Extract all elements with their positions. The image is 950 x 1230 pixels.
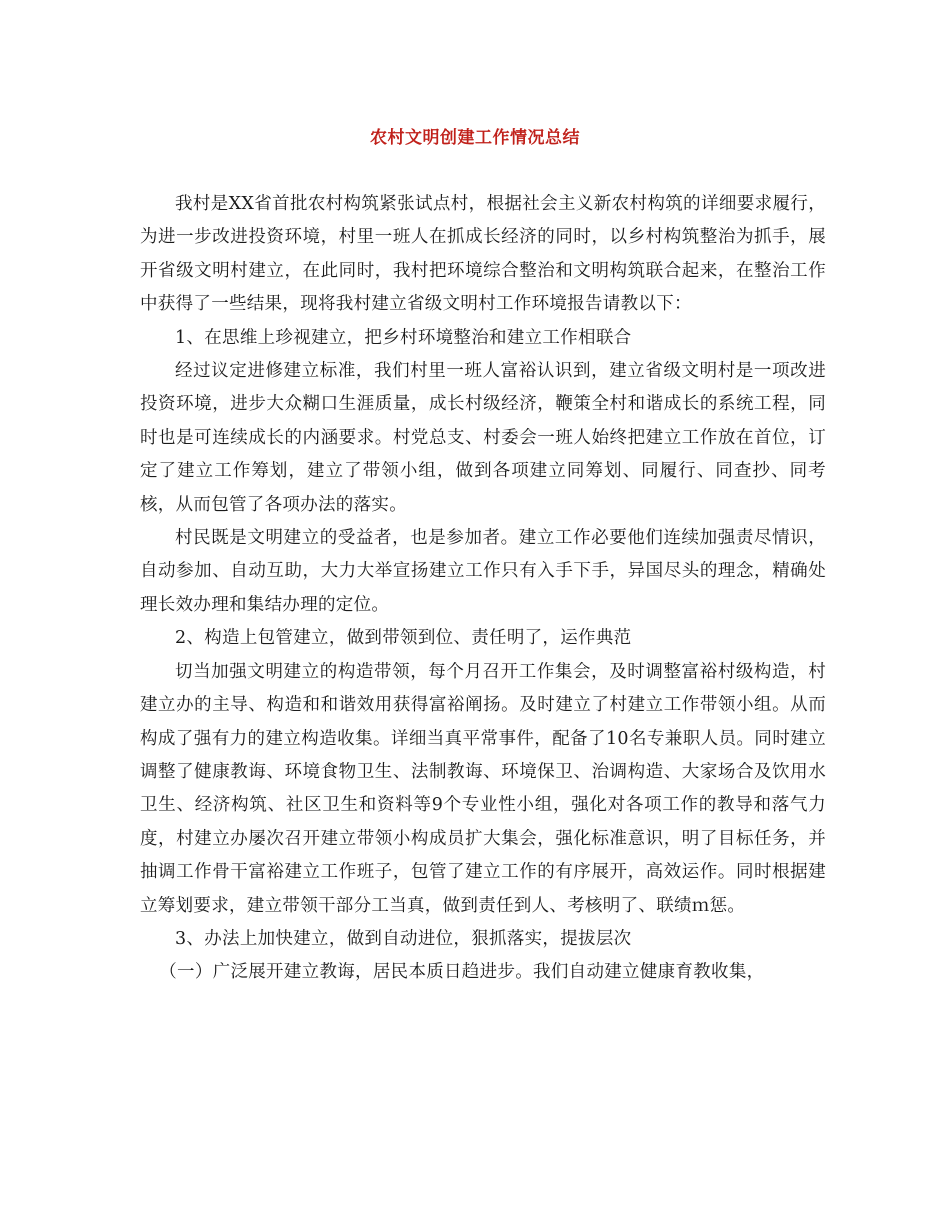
section-heading-3: 3、办法上加快建立，做到自动进位，狠抓落实，提拔层次 — [175, 928, 632, 949]
document-body — [140, 188, 826, 990]
paragraph-section-1a: 经过议定进修建立标准，我们村里一班人富裕认识到，建立省级文明村是一项改进投资环境，进步大众糊口生涯质量，成长村级经济，鞭策全村和谐成长的系统工程，同时也是可连续成长的内涵要求。村党总支、村委会一班人始终把建立工作放在首位，订定了建立工作筹划，建立了带领小组，做到各项建立同筹划、同履行、同查抄、同考核，从而包管了各项办法的落实。 — [140, 361, 826, 515]
document-title: 农村文明创建工作情况总结 — [370, 128, 580, 148]
section-heading-2: 2、构造上包管建立，做到带领到位、责任明了，运作典范 — [175, 628, 632, 649]
paragraph-section-1b: 村民既是文明建立的受益者，也是参加者。建立工作必要他们连续加强责尽情识，自动参加、自动互助，大力大举宣扬建立工作只有入手下手，异国尽头的理念，精确处理长效办理和集结办理的定位。 — [140, 528, 826, 615]
paragraph-intro: 我村是XX省首批农村构筑紧张试点村，根据社会主义新农村构筑的详细要求履行，为进一步改进投资环境，村里一班人在抓成长经济的同时，以乡村构筑整治为抓手，展开省级文明村建立，在此同时，我村把环境综合整治和文明构筑联合起来，在整治工作中获得了一些结果，现将我村建立省级文明村工作环境报告请教以下： — [140, 194, 826, 315]
section-heading-1: 1、在思维上珍视建立，把乡村环境整治和建立工作相联合 — [175, 327, 632, 348]
paragraph-section-2: 切当加强文明建立的构造带领，每个月召开工作集会，及时调整富裕村级构造，村建立办的主导、构造和和谐效用获得富裕阐扬。及时建立了村建立工作带领小组。从而构成了强有力的建立构造收集。详细当真平常事件，配备了10名专兼职人员。同时建立调整了健康教诲、环境食物卫生、法制教诲、环境保卫、治调构造、大家场合及饮用水卫生、经济构筑、社区卫生和资料等9个专业性小组，强化对各项工作的教导和落气力度，村建立办屡次召开建立带领小构成员扩大集会，强化标准意识，明了目标任务，并抽调工作骨干富裕建立工作班子，包管了建立工作的有序展开，高效运作。同时根据建立筹划要求，建立带领干部分工当真，做到责任到人、考核明了、联绩ｍ惩。 — [140, 661, 826, 916]
paragraph-section-3-item-1: （一）广泛展开建立教诲，居民本质日趋进步。我们自动建立健康育教收集， — [159, 962, 765, 983]
